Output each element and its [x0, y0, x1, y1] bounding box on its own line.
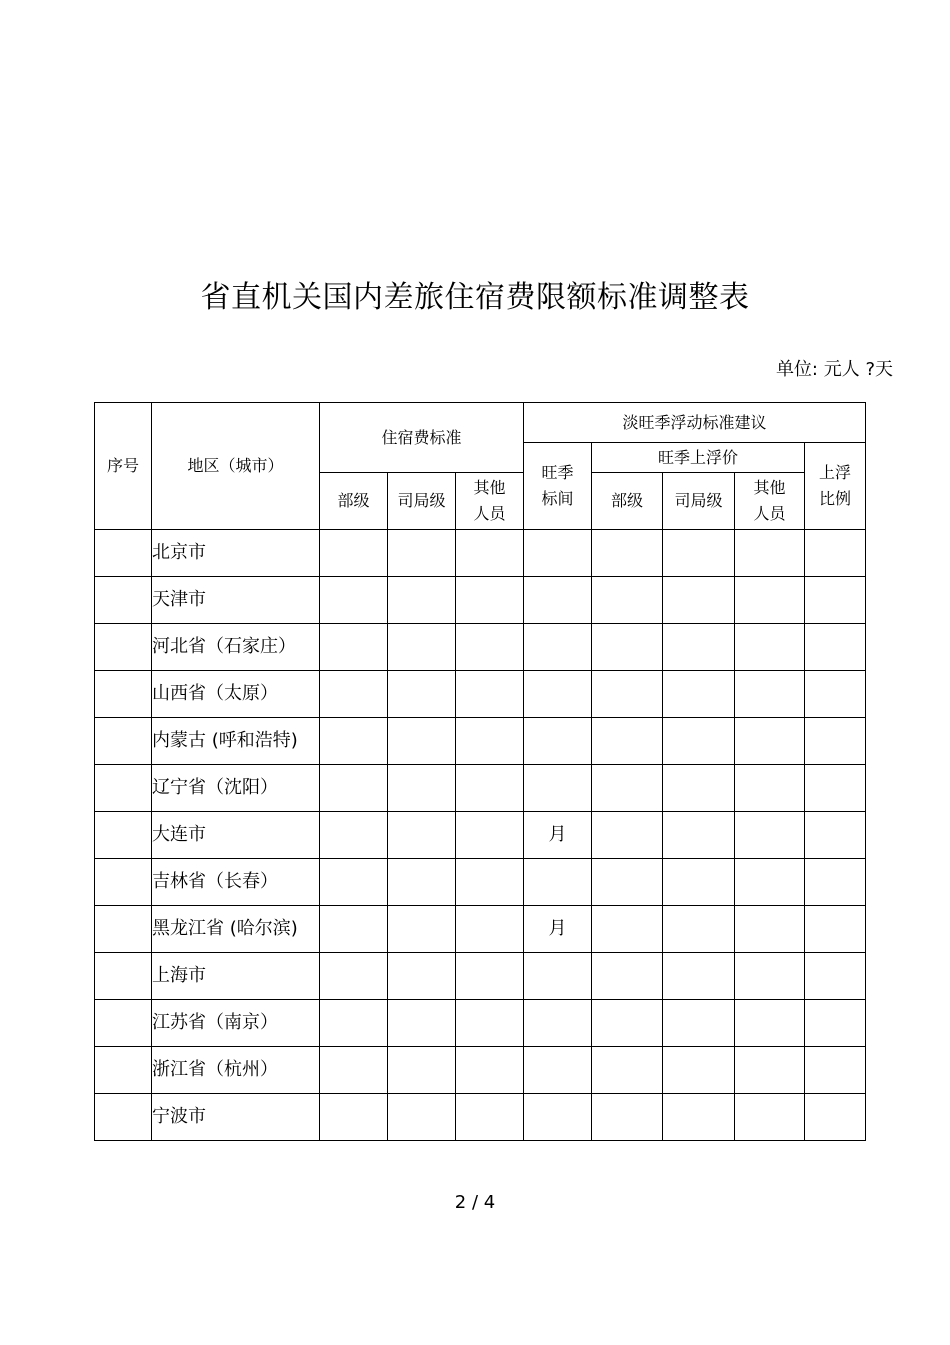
- cell-peak-period: [524, 577, 592, 624]
- header-other-peak: [735, 473, 805, 530]
- cell-value: [388, 859, 456, 906]
- header-up-ratio-l2: 比例: [819, 489, 852, 508]
- cell-value: [388, 718, 456, 765]
- cell-seq: [95, 577, 152, 624]
- cell-value: [592, 859, 663, 906]
- cell-peak-period: 月: [524, 906, 592, 953]
- cell-value: [456, 859, 524, 906]
- cell-value: [735, 1000, 805, 1047]
- table-row: [95, 1000, 866, 1047]
- cell-value: [456, 765, 524, 812]
- cell-value: [663, 765, 735, 812]
- cell-peak-period: [524, 624, 592, 671]
- cell-value: [456, 1047, 524, 1094]
- cell-value: [735, 1047, 805, 1094]
- table-row: [95, 624, 866, 671]
- cell-value: [805, 812, 866, 859]
- header-up-ratio: [805, 443, 866, 530]
- cell-peak-period: [524, 718, 592, 765]
- cell-value: [735, 812, 805, 859]
- cell-value: [456, 624, 524, 671]
- cell-value: [320, 718, 388, 765]
- cell-value: [592, 1000, 663, 1047]
- cell-value: [592, 530, 663, 577]
- header-peak-period-l2: 标间: [541, 489, 574, 508]
- cell-value: [320, 765, 388, 812]
- cell-peak-period: 月: [524, 812, 592, 859]
- cell-region: 天津市: [152, 577, 320, 624]
- cell-peak-period: [524, 530, 592, 577]
- cell-value: [320, 906, 388, 953]
- cell-value: [663, 953, 735, 1000]
- cell-seq: [95, 1047, 152, 1094]
- header-ministry-peak: 部级: [592, 473, 663, 530]
- header-other-l2: 人员: [473, 504, 506, 523]
- table-row: [95, 718, 866, 765]
- header-other-peak-l2: 人员: [753, 504, 786, 523]
- cell-seq: [95, 530, 152, 577]
- table-row: [95, 530, 866, 577]
- cell-region: 河北省（石家庄）: [152, 624, 320, 671]
- cell-region: 内蒙古 (呼和浩特): [152, 718, 320, 765]
- table-row: [95, 765, 866, 812]
- cell-region: 大连市: [152, 812, 320, 859]
- cell-value: [592, 906, 663, 953]
- cell-value: [735, 859, 805, 906]
- cell-value: [805, 1047, 866, 1094]
- cell-value: [388, 953, 456, 1000]
- cell-region: 山西省（太原）: [152, 671, 320, 718]
- header-peak-period-l1: 旺季: [541, 463, 574, 482]
- cell-value: [592, 577, 663, 624]
- cell-value: [320, 1000, 388, 1047]
- header-up-ratio-l1: 上浮: [819, 463, 852, 482]
- cell-value: [663, 1000, 735, 1047]
- cell-value: [663, 530, 735, 577]
- cell-value: [456, 1094, 524, 1141]
- cell-peak-period: [524, 1094, 592, 1141]
- cell-value: [388, 577, 456, 624]
- cell-value: [805, 530, 866, 577]
- cell-value: [805, 577, 866, 624]
- header-ministry: 部级: [320, 473, 388, 530]
- cell-value: [320, 530, 388, 577]
- cell-region: 辽宁省（沈阳）: [152, 765, 320, 812]
- table-row: [95, 953, 866, 1000]
- header-row-1: [95, 403, 866, 443]
- cell-value: [320, 859, 388, 906]
- header-peak-suggest: 淡旺季浮动标准建议: [524, 403, 866, 443]
- page-number: 2 / 4: [454, 1192, 496, 1213]
- cell-value: [805, 1094, 866, 1141]
- cell-region: 宁波市: [152, 1094, 320, 1141]
- cell-seq: [95, 718, 152, 765]
- cell-value: [805, 765, 866, 812]
- cell-value: [735, 671, 805, 718]
- cell-value: [735, 718, 805, 765]
- cell-value: [592, 1094, 663, 1141]
- cell-peak-period: [524, 765, 592, 812]
- cell-region: 黑龙江省 (哈尔滨): [152, 906, 320, 953]
- cell-value: [320, 1047, 388, 1094]
- header-peak-period: [524, 443, 592, 530]
- cell-seq: [95, 812, 152, 859]
- cell-value: [735, 577, 805, 624]
- table-row: [95, 1094, 866, 1141]
- cell-value: [805, 1000, 866, 1047]
- header-other: [456, 473, 524, 530]
- cell-seq: [95, 1094, 152, 1141]
- cell-value: [663, 812, 735, 859]
- cell-peak-period: [524, 953, 592, 1000]
- cell-value: [320, 812, 388, 859]
- header-lodging: 住宿费标准: [320, 403, 524, 473]
- cell-value: [735, 530, 805, 577]
- cell-region: 上海市: [152, 953, 320, 1000]
- header-other-l1: 其他: [473, 478, 506, 497]
- table-row: [95, 671, 866, 718]
- cell-region: 浙江省（杭州）: [152, 1047, 320, 1094]
- cell-value: [735, 906, 805, 953]
- table-row: [95, 906, 866, 953]
- unit-label: 单位: 元人 ?天: [775, 359, 893, 380]
- cell-value: [805, 906, 866, 953]
- cell-seq: [95, 953, 152, 1000]
- cell-value: [735, 1094, 805, 1141]
- cell-seq: [95, 906, 152, 953]
- cell-region: 江苏省（南京）: [152, 1000, 320, 1047]
- header-region: 地区（城市）: [152, 403, 320, 530]
- cell-value: [388, 530, 456, 577]
- cell-value: [456, 530, 524, 577]
- cell-seq: [95, 859, 152, 906]
- cell-value: [663, 624, 735, 671]
- cell-value: [388, 671, 456, 718]
- cell-value: [388, 624, 456, 671]
- cell-value: [320, 577, 388, 624]
- cell-value: [805, 859, 866, 906]
- table-row: [95, 577, 866, 624]
- cell-seq: [95, 1000, 152, 1047]
- cell-value: [663, 859, 735, 906]
- cell-peak-period: [524, 671, 592, 718]
- cell-value: [805, 671, 866, 718]
- header-peak-up-price: 旺季上浮价: [592, 443, 805, 473]
- cell-value: [456, 577, 524, 624]
- cell-value: [735, 953, 805, 1000]
- cell-seq: [95, 671, 152, 718]
- cell-value: [388, 1000, 456, 1047]
- cell-value: [592, 718, 663, 765]
- cell-region: 北京市: [152, 530, 320, 577]
- cell-value: [456, 953, 524, 1000]
- cell-value: [735, 765, 805, 812]
- table-row: [95, 859, 866, 906]
- cell-value: [592, 765, 663, 812]
- cell-value: [663, 671, 735, 718]
- cell-value: [592, 812, 663, 859]
- cell-value: [805, 718, 866, 765]
- cell-value: [456, 812, 524, 859]
- cell-value: [456, 671, 524, 718]
- cell-value: [320, 671, 388, 718]
- cell-value: [456, 906, 524, 953]
- header-seq: 序号: [95, 403, 152, 530]
- standards-table: [94, 402, 866, 1141]
- cell-value: [388, 1047, 456, 1094]
- cell-value: [456, 718, 524, 765]
- cell-seq: [95, 765, 152, 812]
- cell-value: [320, 624, 388, 671]
- header-bureau: 司局级: [388, 473, 456, 530]
- page-title: 省直机关国内差旅住宿费限额标准调整表: [200, 280, 750, 315]
- cell-value: [805, 953, 866, 1000]
- cell-value: [320, 1094, 388, 1141]
- cell-value: [456, 1000, 524, 1047]
- cell-value: [735, 624, 805, 671]
- cell-value: [388, 765, 456, 812]
- cell-peak-period: [524, 1000, 592, 1047]
- cell-value: [592, 953, 663, 1000]
- cell-value: [388, 1094, 456, 1141]
- cell-value: [663, 1094, 735, 1141]
- cell-value: [805, 624, 866, 671]
- cell-value: [663, 906, 735, 953]
- cell-value: [592, 671, 663, 718]
- cell-value: [663, 1047, 735, 1094]
- cell-value: [663, 577, 735, 624]
- cell-peak-period: [524, 1047, 592, 1094]
- header-bureau-peak: 司局级: [663, 473, 735, 530]
- cell-region: 吉林省（长春）: [152, 859, 320, 906]
- cell-value: [663, 718, 735, 765]
- cell-value: [592, 624, 663, 671]
- cell-value: [592, 1047, 663, 1094]
- table-row: [95, 1047, 866, 1094]
- cell-value: [388, 906, 456, 953]
- table-row: [95, 812, 866, 859]
- cell-peak-period: [524, 859, 592, 906]
- cell-value: [320, 953, 388, 1000]
- cell-seq: [95, 624, 152, 671]
- cell-value: [388, 812, 456, 859]
- header-other-peak-l1: 其他: [753, 478, 786, 497]
